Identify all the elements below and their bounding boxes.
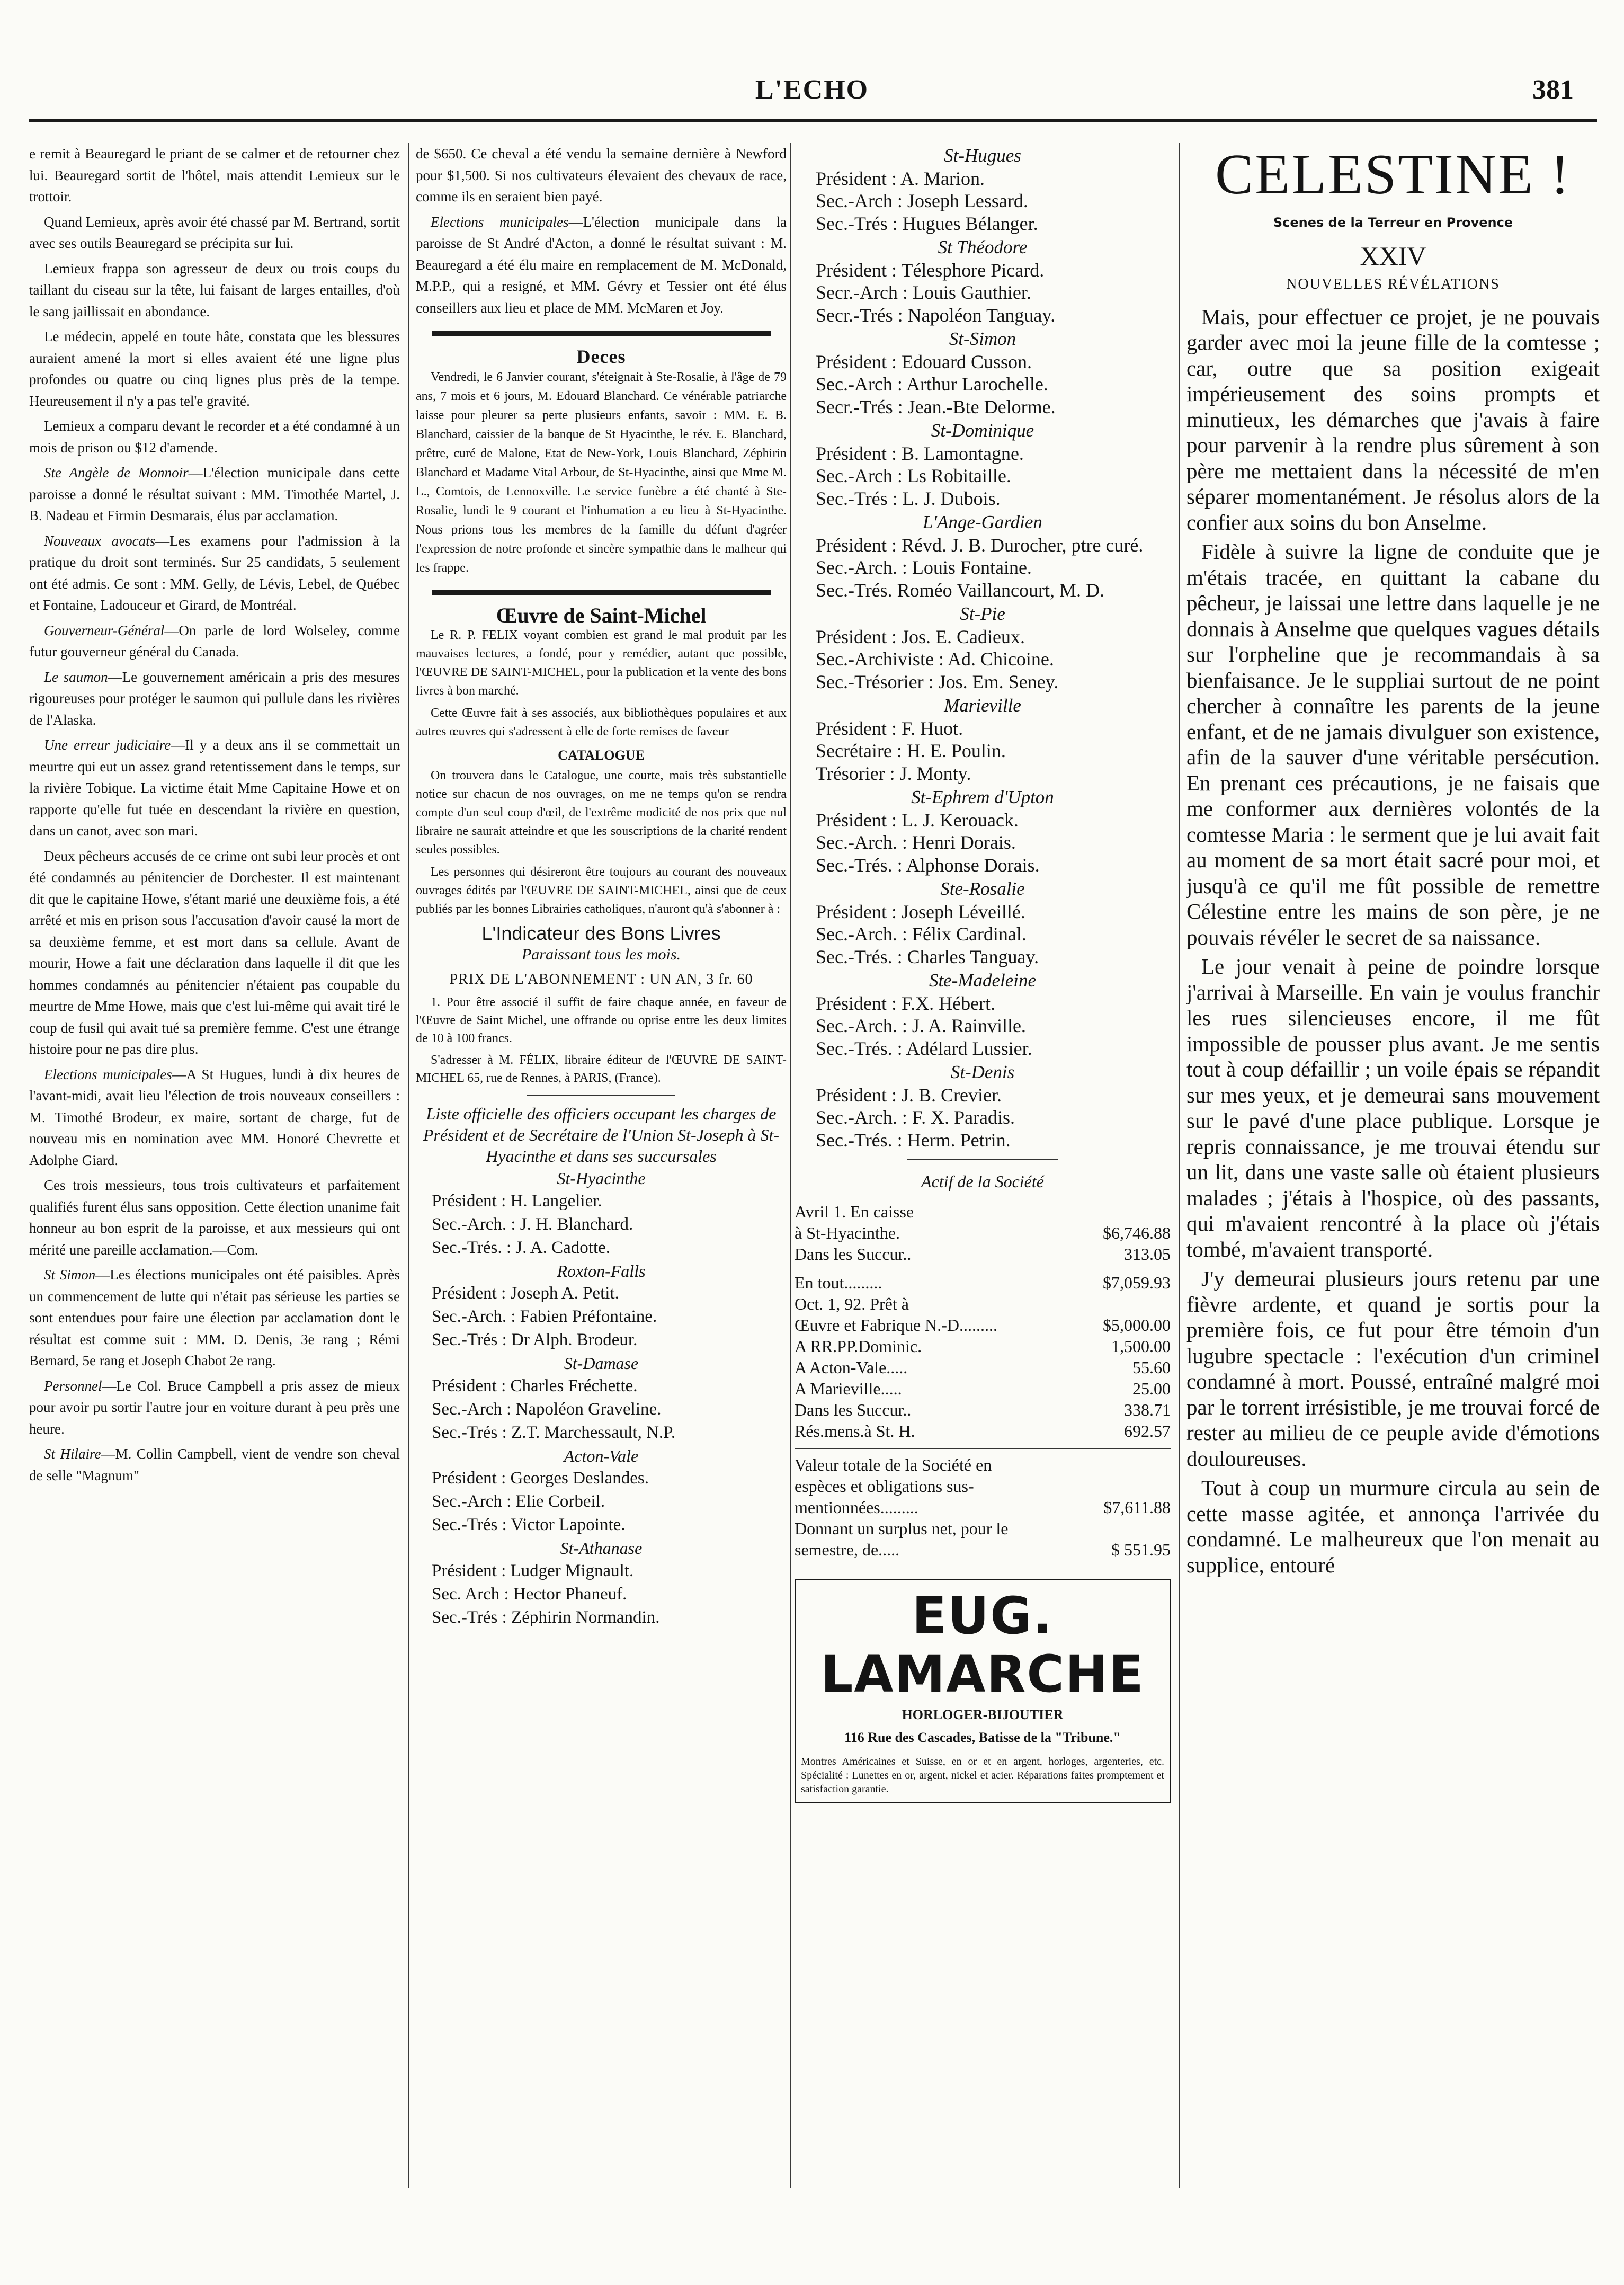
officer-entry: Président : Jos. E. Cadieux.: [816, 626, 1025, 647]
officer-entry: Sec.-Archiviste : Ad. Chicoine.: [816, 648, 1054, 670]
officers-list-heading: Liste officielle des officiers occupant les charges de Président et de Secrétaire de l'Union St-Joseph à St-Hyacinthe et dans ses succursales: [423, 1104, 780, 1166]
masthead: [0, 0, 1624, 132]
officer-entry: Sec.-Arch. : Louis Fontaine.: [816, 557, 1032, 578]
header-rule: [29, 119, 1597, 122]
officer-entry: Sec.-Arch : Ls Robitaille.: [816, 465, 1011, 486]
actif-row: [795, 1201, 1171, 1222]
officer-entry: Sec.-Arch. : J. A. Rainville.: [816, 1015, 1026, 1036]
actif-donnant-row: [795, 1518, 1171, 1560]
feuilleton-subtitle: Scenes de la Terreur en Provence: [1273, 215, 1513, 230]
news-item-body: —On parle de lord Wolseley, comme futur gouverneur général du Canada.: [29, 622, 400, 660]
officer-entry: Sec.-Arch : Arthur Larochelle.: [816, 374, 1048, 395]
article-paragraph: Deux pêcheurs accusés de ce crime ont subi leur procès et ont été condamnés au pénitencier de Dorchester. Il est maintenant dit que le capitaine Howe, s'étant marié une deuxième fois, a été arrêté et mis en prison sous l'accusation d'avoir causé la mort de sa deuxième femme, et est mort dans sa cellule. Avant de mourir, Howe a fait une déclaration dans laquelle il dit que les hommes condamnés au pénitencier n'étaient pas coupable du meurtre de Mme Howe, mais que c'est lui-même qui avait tiré le coup de fusil qui avait tué sa première femme. C'est une étrange histoire pour ne pas dire plus.: [29, 848, 400, 1057]
branch-name: L'Ange-Gardien: [923, 512, 1042, 532]
actif-row-label: A RR.PP.Dominic.: [795, 1336, 922, 1356]
officer-entry: Sec.-Trés. : Herm. Petrin.: [816, 1129, 1011, 1151]
officer-entry: Secr.-Trés : Napoléon Tanguay.: [816, 304, 1056, 326]
officer-entry: Président : Georges Deslandes.: [432, 1469, 649, 1488]
article-paragraph: Tout à coup un murmure circula au sein de cette masse agitée, et annonça l'arrivée du condamné. Le malheureux que l'on menait au supplice, entouré: [1186, 1475, 1600, 1577]
ad-address: 116 Rue des Cascades, Batisse de la "Tribune.": [844, 1730, 1121, 1745]
branch-name: Marieville: [944, 695, 1021, 716]
branch-name: St-Damase: [564, 1354, 639, 1373]
news-item-body: —Les élections municipales ont été paisibles. Après un commencement de lutte qui n'était pas sérieuse les parties se sont entendues pour faire une élection par acclamation dont le résultat est comme suit : MM. D. Denis, 3e rang ; Rémi Bernard, 5e rang et Joseph Chabot 2e rang.: [29, 1267, 400, 1368]
officer-entry: Président : A. Marion.: [816, 167, 985, 189]
actif-row-value: $5,000.00: [1103, 1315, 1171, 1335]
branch-name: St-Hyacinthe: [557, 1169, 646, 1188]
officer-entry: Sec.-Arch : Elie Corbeil.: [432, 1492, 605, 1511]
news-item-title: Ste Angèle de Monnoir: [44, 465, 189, 481]
actif-row-value: $6,746.88: [1103, 1223, 1171, 1242]
actif-row-label: Dans les Succur..: [795, 1400, 912, 1419]
ad-business-name: EUG. LAMARCHE: [820, 1586, 1145, 1704]
news-item-title: St Simon: [44, 1267, 96, 1283]
actif-heading: Actif de la Société: [921, 1172, 1044, 1191]
catalogue-heading: CATALOGUE: [558, 748, 645, 763]
ad-trade: HORLOGER-BIJOUTIER: [902, 1706, 1064, 1722]
subscription-price: PRIX DE L'ABONNEMENT : UN AN, 3 fr. 60: [449, 971, 753, 988]
officer-entry: Président : J. B. Crevier.: [816, 1084, 1002, 1106]
news-item-body: —Les examens pour l'admission à la pratique du droit sont terminés. Sur 25 candidats, 5 seulement ont été admis. Ce sont : MM. Gelly, de Lévis, Lebel, de Québec et Fontaine, Ladouceur et Girard, de Montréal.: [29, 532, 400, 613]
oeuvre-heading: Œuvre de Saint-Michel: [496, 603, 707, 627]
column-4: [1186, 143, 1600, 2199]
news-item-title: Une erreur judiciaire: [44, 737, 171, 753]
actif-total-value: $7,059.93: [1103, 1273, 1171, 1292]
officer-entry: Président : Ludger Mignault.: [432, 1561, 634, 1580]
article-paragraph: Cette Œuvre fait à ses associés, aux bibliothèques populaires et aux autres œuvres qui s'adressent à elle de forte remises de faveur: [416, 706, 787, 739]
actif-row-label: Avril 1. En caisse: [795, 1202, 914, 1221]
article-paragraph: Ces trois messieurs, tous trois cultivateurs et parfaitement qualifiés furent élus sans opposition. Cette élection unanime fait honneur au bon esprit de la paroisse, et aux messieurs qui ont mérité une pareille acclamation.—Com.: [29, 1177, 400, 1258]
column-3: [795, 143, 1171, 2199]
news-item: [29, 734, 400, 842]
actif-row: [795, 1378, 1171, 1399]
actif-row-label: Dans les Succur..: [795, 1244, 912, 1264]
deces-heading: Deces: [576, 346, 626, 367]
article-paragraph: Mais, pour effectuer ce projet, je ne pouvais garder avec moi la jeune fille de la comtesse ; car, outre que sa position exigeait impérieusement des soins prompts et minutieux, les démarches que j'avais à faire pour parvenir à la rendre plus sûrement à son père me mettaient dans la nécessité de m'en séparer momentanément. Je résolus alors de la confier aux soins du bon Anselme.: [1186, 304, 1600, 535]
officer-entry: Sec.-Trés. : J. A. Cadotte.: [432, 1238, 611, 1257]
article-paragraph: J'y demeurai plusieurs jours retenu par une fièvre ardente, et quand je sortis pour la première fois, ce fut pour être témoin d'un lugubre spectacle : l'exécution d'un criminel condamné à mort. Poussé, entraîné malgré moi par le torrent irrésistible, je me trouvai forcé de rester au milieu de ce peuple avide d'émotions douloureuses.: [1186, 1266, 1600, 1471]
officer-entry: Sec.-Trés : Dr Alph. Brodeur.: [432, 1330, 638, 1349]
officer-entry: Sec.-Trés : Z.T. Marchessault, N.P.: [432, 1422, 676, 1442]
news-item-body: —Le gouvernement américain a pris des mesures rigoureuses pour protéger le saumon qui pullule dans les rivières de l'Alaska.: [29, 669, 400, 728]
ad-description: Montres Américaines et Suisse, en or et en argent, horloges, argenteries, etc. Spécialité : Lunettes en or, argent, nickel et acier. Réparations faites promptement et satisfaction garantie.: [801, 1755, 1164, 1795]
column-divider: [1179, 143, 1180, 2188]
officer-entry: Secrétaire : H. E. Poulin.: [816, 740, 1006, 761]
news-item-body: —Il y a deux ans il se commettait un meurtre qui eut un assez grand retentissement dans le temps, sur la rivière Tobique. La victime était Mme Capitaine Howe et on rapporte qu'elle fut tuée en descendant la rivière en question, dans un canot, avec son mari.: [29, 737, 400, 839]
actif-row-value: 25.00: [1132, 1379, 1171, 1398]
news-item: [29, 1064, 400, 1171]
officer-entry: Président : B. Lamontagne.: [816, 442, 1024, 464]
actif-row-value: 1,500.00: [1111, 1336, 1171, 1356]
officer-entry: Sec.-Trés : Hugues Bélanger.: [816, 212, 1038, 234]
indicateur-frequency: Paraissant tous les mois.: [521, 946, 681, 963]
branch-name: Acton-Vale: [564, 1446, 639, 1465]
news-item: [29, 1375, 400, 1440]
officer-entry: Président : Joseph Léveillé.: [816, 901, 1025, 922]
officer-entry: Sec.-Trés. Roméo Vaillancourt, M. D.: [816, 579, 1104, 601]
article-paragraph: Le jour venait à peine de poindre lorsque j'arrivai à Marseille. En vain je voulus franchir les rues silencieuses encore, il me fût impossible de pousser plus avant. Je me sentis tout à coup défaillir ; un voile épais se répandit sur mes yeux, et je demeurai sans mouvement sur le pavé d'une place publique. Lorsque je repris connaissance, je me trouvai étendu sur un lit, dans une vaste salle où étaient plusieurs malades ; j'étais à l'hospice, où des passants, qui m'avaient rencontré à la place où j'étais tombé, m'avaient transporté.: [1186, 954, 1600, 1261]
actif-table: [795, 1293, 1171, 1442]
branch-name: St-Simon: [949, 328, 1016, 349]
news-item-body: —L'élection municipale dans cette paroisse a donné le résultat suivant : MM. Timothée Martel, J. B. Nadeau et Firmin Desmarais, élus par acclamation.: [29, 465, 400, 523]
article-paragraph: e remit à Beauregard le priant de se calmer et de retourner chez lui. Beauregard sortit de l'hôtel, mais attendit Lemieux sur le trottoir.: [29, 146, 400, 205]
actif-row-label: Rés.mens.à St. H.: [795, 1421, 915, 1441]
branch-name: St-Athanase: [560, 1539, 643, 1558]
column-1: [29, 143, 400, 2199]
officer-entry: Sec.-Trésorier : Jos. Em. Seney.: [816, 671, 1059, 692]
actif-valeur-row: [795, 1454, 1171, 1518]
actif-row-label: A Marieville.....: [795, 1379, 902, 1398]
news-item: [29, 1264, 400, 1372]
branch-name: St-Hugues: [944, 145, 1021, 166]
actif-row-value: 692.57: [1124, 1421, 1171, 1441]
actif-row: [795, 1314, 1171, 1336]
article-paragraph: Lemieux a comparu devant le recorder et a été condamné à un mois de prison ou $12 d'amende.: [29, 418, 400, 456]
branch-name: Roxton-Falls: [557, 1261, 646, 1281]
section-rule: [527, 1095, 675, 1096]
actif-row: [795, 1243, 1171, 1265]
officer-entry: Sec.-Trés. : Alphonse Dorais.: [816, 854, 1040, 876]
actif-summary: [795, 1448, 1171, 1560]
news-item: [29, 620, 400, 663]
news-item-title: Le saumon: [44, 669, 108, 685]
officer-entry: Président : F. Huot.: [816, 717, 963, 739]
officer-entry: Président : Télesphore Picard.: [816, 259, 1045, 281]
news-item-title: Elections municipales: [44, 1066, 172, 1082]
news-item: [29, 462, 400, 527]
actif-row-label: A Acton-Vale.....: [795, 1357, 908, 1377]
section-rule: [432, 590, 771, 595]
advertisement: [795, 1579, 1171, 1803]
actif-row-label: Œuvre et Fabrique N.-D.........: [795, 1315, 998, 1335]
branch-list: [416, 1168, 787, 1629]
branch-name: St-Pie: [960, 603, 1005, 624]
branch-name: St-Denis: [950, 1062, 1015, 1082]
officer-entry: Sec.-Arch : Joseph Lessard.: [816, 190, 1028, 211]
actif-valeur-label: Valeur totale de la Société en espèces et obligations sus-mentionnées.........: [795, 1455, 992, 1517]
branch-name: Ste-Madeleine: [929, 970, 1037, 991]
officer-entry: Sec.-Trés : Zéphirin Normandin.: [432, 1607, 660, 1627]
article-paragraph: Le R. P. FELIX voyant combien est grand le mal produit par les mauvaises lectures, a fondé, pour y remédier, autant que possible, l'ŒUVRE DE SAINT-MICHEL, pour la publication et la vente des bons livres à bon marché.: [416, 628, 787, 698]
section-rule: [432, 331, 771, 336]
article-paragraph: 1. Pour être associé il suffit de faire chaque année, en faveur de l'Œuvre de Saint Michel, une offrande ou oprise entre les deux limites de 10 à 100 francs.: [416, 995, 787, 1045]
news-item-title: Elections municipales: [431, 214, 569, 230]
article-paragraph: Les personnes qui désireront être toujours au courant des nouveaux ouvrages édités par l'ŒUVRE DE SAINT-MICHEL, ainsi que de ceux publiés par les bonnes Librairies catholiques, n'auront qu'à s'abonner à :: [416, 865, 787, 916]
chapter-number: XXIV: [1360, 241, 1426, 271]
actif-row-value: 338.71: [1124, 1400, 1171, 1419]
article-paragraph: Lemieux frappa son agresseur de deux ou trois coups du taillant du ciseau sur la tête, lui faisant de larges entailles, d'où le sang jaillissait en abondance.: [29, 260, 400, 319]
actif-row-label: à St-Hyacinthe.: [795, 1223, 900, 1242]
branch-name: Ste-Rosalie: [940, 878, 1025, 899]
officer-entry: Secr.-Arch : Louis Gauthier.: [816, 282, 1031, 303]
article-paragraph: Quand Lemieux, après avoir été chassé par M. Bertrand, sortit avec ses outils Beauregard se précipita sur lui.: [29, 214, 400, 251]
officer-entry: Président : L. J. Kerouack.: [816, 809, 1019, 831]
officer-entry: Sec.-Arch. : Fabien Préfontaine.: [432, 1307, 657, 1326]
column-divider: [790, 143, 791, 2188]
article-paragraph: On trouvera dans le Catalogue, une courte, mais très substantielle notice sur chacun de nos ouvrages, on me ne temps qu'on se rendra compte d'un seul coup d'œil, de l'extrême modicité de nos prix que nul libraire ne saurait atteindre et que les souscriptions de la charité rendent seules possibles.: [416, 768, 787, 857]
column-divider: [408, 143, 409, 2188]
officer-entry: Sec.-Arch. : Félix Cardinal.: [816, 923, 1027, 945]
officer-entry: Sec.-Arch : Napoléon Graveline.: [432, 1399, 662, 1419]
news-item-title: St Hilaire: [44, 1446, 101, 1462]
officer-entry: Président : Edouard Cusson.: [816, 351, 1032, 372]
officer-entry: Sec.-Trés : L. J. Dubois.: [816, 487, 1001, 509]
actif-row: [795, 1336, 1171, 1357]
deces-notice: Vendredi, le 6 Janvier courant, s'éteignait à Ste-Rosalie, à l'âge de 79 ans, 7 mois et 6 jours, M. Edouard Blanchard. Ce vénérable patriarche laisse pour pleurer sa perte plusieurs enfants, savoir : MM. E. B. Blanchard, caissier de la banque de St Hyacinthe, le rév. E. Blanchard, prêtre, curé de Malone, Etat de New-York, Louis Blanchard, Zéphirin Blanchard et Madame Vital Arbour, de St-Hyacinthe, ainsi que Mme M. L., Comtois, de Lennoxville. Le service funèbre a été chanté à Ste-Rosalie, lundi le 9 courant et l'inhumation a eu lieu à St-Hyacinthe. Nous prions tous les membres de la famille du défunt d'agréer l'expression de notre profonde et sincère sympathie dans le malheur qui les frappe.: [416, 370, 787, 575]
officer-entry: Sec.-Arch. : F. X. Paradis.: [816, 1107, 1015, 1128]
column-2: [416, 143, 787, 2199]
actif-row-label: Oct. 1, 92. Prêt à: [795, 1294, 909, 1313]
officer-entry: Sec.-Trés : Victor Lapointe.: [432, 1515, 626, 1534]
officer-entry: Sec.-Arch. : Henri Dorais.: [816, 832, 1016, 853]
actif-row: [795, 1420, 1171, 1442]
branch-list: [795, 144, 1171, 1151]
newspaper-title: L'ECHO: [755, 75, 869, 105]
news-item: [29, 530, 400, 616]
actif-row: [795, 1399, 1171, 1420]
news-item: [29, 1443, 400, 1486]
actif-total-row: [795, 1272, 1171, 1293]
indicateur-heading: L'Indicateur des Bons Livres: [481, 922, 721, 944]
article-paragraph: S'adresser à M. FÉLIX, libraire éditeur de l'ŒUVRE DE SAINT-MICHEL 65, rue de Rennes, à PARIS, (France).: [416, 1053, 787, 1085]
officer-entry: Président : F.X. Hébert.: [816, 992, 996, 1014]
actif-valeur-value: $7,611.88: [1103, 1497, 1171, 1517]
section-rule: [907, 1159, 1058, 1160]
news-item-body: —L'élection municipale dans la paroisse de St André d'Acton, a donné le résultat suivant : M. Beauregard a été élu maire en remplacement de M. McDonald, M.P.P., qui a resigné, et MM. Gévry et Tessier ont été élus conseillers aux lieu et place de MM. McMaren et Joy.: [416, 214, 787, 316]
actif-donnant-value: $ 551.95: [1111, 1540, 1171, 1559]
branch-name: St Théodore: [938, 237, 1028, 257]
page-number: 381: [1532, 75, 1574, 105]
article-paragraph: Le médecin, appelé en toute hâte, constata que les blessures auraient amené la mort si elles avaient été une ligne plus profondes ou quatre ou cinq lignes plus près de la tempe. Heureusement il n'y a pas tel'e gravité.: [29, 328, 400, 409]
actif-table: [795, 1201, 1171, 1265]
officer-entry: Sec.-Trés. : Adélard Lussier.: [816, 1037, 1032, 1059]
news-item-body: —Le Col. Bruce Campbell a pris assez de mieux pour avoir pu sortir l'autre jour en voiture durant à peu près une heure.: [29, 1377, 400, 1437]
officer-entry: Sec.-Arch. : J. H. Blanchard.: [432, 1214, 633, 1234]
officer-entry: Sec.-Trés. : Charles Tanguay.: [816, 946, 1039, 967]
officer-entry: Sec. Arch : Hector Phaneuf.: [432, 1584, 627, 1604]
news-item-title: Gouverneur-Général: [44, 622, 165, 638]
officer-entry: Secr.-Trés : Jean.-Bte Delorme.: [816, 396, 1056, 417]
news-item-body: —M. Collin Campbell, vient de vendre son cheval de selle "Magnum": [29, 1446, 400, 1483]
officer-entry: Président : Révd. J. B. Durocher, ptre curé.: [816, 534, 1144, 556]
branch-name: St-Dominique: [931, 420, 1034, 441]
chapter-title: NOUVELLES RÉVÉLATIONS: [1286, 276, 1500, 292]
officer-entry: Président : Charles Fréchette.: [432, 1376, 638, 1395]
officer-entry: Président : Joseph A. Petit.: [432, 1284, 619, 1303]
feuilleton-title: CELESTINE !: [1215, 143, 1571, 206]
news-item-title: Personnel: [44, 1377, 102, 1394]
actif-row-value: 313.05: [1124, 1244, 1171, 1264]
officer-entry: Président : H. Langelier.: [432, 1191, 602, 1211]
officer-entry: Trésorier : J. Monty.: [816, 762, 971, 784]
news-item-title: Nouveaux avocats: [44, 532, 156, 549]
news-item-body: —A St Hugues, lundi à dix heures de l'avant-midi, avait lieu l'élection de trois nouveaux conseillers : M. Timothé Brodeur, ex maire, sortant de charge, fut de nouveau mis en nomination avec MM. Honoré Chevrette et Adolphe Giard.: [29, 1066, 400, 1168]
actif-row: [795, 1222, 1171, 1243]
article-paragraph: de $650. Ce cheval a été vendu la semaine dernière à Newford pour $1,500. Si nos cultivateurs élevaient des chevaux de race, comme ils en seraient bien payé.: [416, 146, 787, 205]
article-paragraph: Fidèle à suivre la ligne de conduite que je m'étais tracée, en quittant la cabane du pêcheur, je laissai une lettre dans laquelle je ne donnais à Anselme que quelques vagues détails sur l'orpheline que je recommandais à sa bienfaisance. Je le suppliai surtout de ne point chercher à connaître les parents de la jeune enfant, et de ne jamais divulguer son existence, afin de la sauver d'une véritable persécution. En prenant ces précautions, je ne faisais que me conformer aux dernières volontés de la comtesse Maria : le serment que je lui avait fait au moment de sa mort était sacré pour moi, et jusqu'à ce qu'il me fût possible de remettre Célestine entre les mains de son père, je ne pouvais révéler le secret de sa naissance.: [1186, 539, 1600, 949]
actif-row: [795, 1357, 1171, 1378]
news-item: [416, 211, 787, 319]
branch-name: St-Ephrem d'Upton: [911, 787, 1054, 807]
actif-row: [795, 1293, 1171, 1314]
actif-total-label: En tout.........: [795, 1273, 882, 1292]
news-item: [29, 666, 400, 731]
actif-donnant-label: Donnant un surplus net, pour le semestre, de.....: [795, 1518, 1009, 1559]
actif-row-value: 55.60: [1132, 1357, 1171, 1377]
